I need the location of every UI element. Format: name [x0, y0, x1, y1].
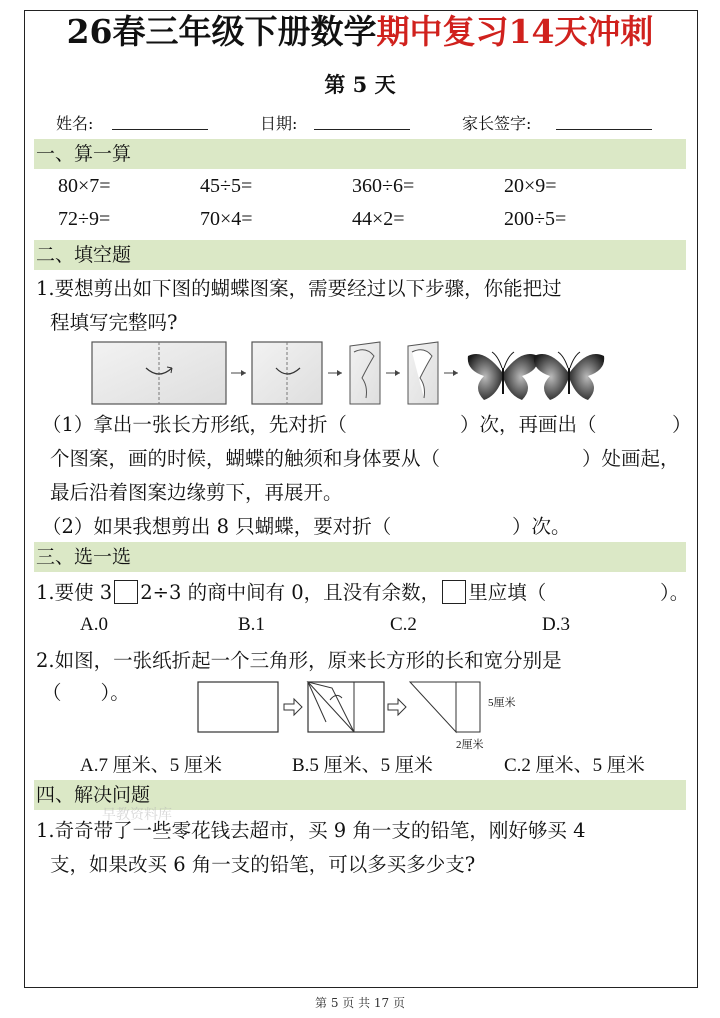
option-b[interactable]: B.5 厘米、5 厘米 [292, 755, 433, 776]
name-label: 姓名: [56, 114, 94, 133]
dimension-label-2cm: 2厘米 [456, 739, 484, 751]
parent-signature-label: 家长签字: [462, 114, 532, 133]
question-text: 1.要想剪出如下图的蝴蝶图案，需要经过以下步骤，你能把过 [36, 277, 562, 300]
fill-blank-text: ）次。 [512, 515, 571, 538]
question-text: 2.如图，一张纸折起一个三角形，原来长方形的长和宽分别是 [36, 649, 562, 672]
question-text: 2÷3 的商中间有 0，且没有余数， [140, 581, 441, 604]
page-footer: 第 5 页 共 17 页 [315, 996, 405, 1010]
dimension-label-5cm: 5厘米 [488, 697, 516, 709]
question-text: ）。 [660, 581, 690, 604]
section-1-heading: 一、算一算 [36, 143, 132, 165]
answer-box[interactable] [114, 580, 138, 604]
fill-blank-text: ）次，再画出（ [460, 413, 597, 436]
option-a[interactable]: A.0 [80, 614, 108, 635]
title-black: 26春三年级下册数学 [66, 12, 377, 51]
question-text: 1.要使 3 [36, 581, 113, 604]
section-3-heading: 三、选一选 [36, 546, 132, 568]
section-2-heading: 二、填空题 [36, 244, 132, 266]
date-label: 日期: [260, 114, 298, 133]
question-text: 程填写完整吗? [50, 311, 178, 334]
fill-blank-text: 最后沿着图案边缘剪下，再展开。 [50, 481, 343, 504]
parent-signature-field[interactable] [556, 129, 652, 130]
fill-blank-text: ）处画起， [582, 447, 680, 470]
fill-blank-text: ） [672, 413, 692, 436]
calc-item: 44×2= [352, 208, 405, 230]
option-d[interactable]: D.3 [542, 614, 570, 635]
name-field[interactable] [112, 129, 208, 130]
calc-item: 20×9= [504, 175, 557, 197]
choice-question [36, 578, 546, 608]
answer-box[interactable] [442, 580, 466, 604]
option-a[interactable]: A.7 厘米、5 厘米 [80, 755, 222, 776]
section-4-heading: 四、解决问题 [36, 784, 151, 806]
option-c[interactable]: C.2 [390, 614, 417, 635]
butterfly-icon [468, 352, 538, 400]
section-bar-2 [34, 240, 686, 270]
day-label: 第 5 天 [324, 72, 396, 97]
calc-item: 200÷5= [504, 208, 567, 230]
watermark: 早教资料库 [102, 807, 172, 823]
calc-item: 70×4= [200, 208, 253, 230]
calc-item: 72÷9= [58, 208, 111, 230]
fill-blank-text: （1）拿出一张长方形纸，先对折（ [42, 413, 347, 436]
question-text: 支，如果改买 6 角一支的铅笔，可以多买多少支? [50, 853, 476, 876]
butterfly-steps-figure [88, 338, 608, 408]
question-text: （ ）。 [42, 681, 130, 704]
calc-item: 360÷6= [352, 175, 415, 197]
fill-blank-text: （2）如果我想剪出 8 只蝴蝶，要对折（ [42, 515, 392, 538]
worksheet-title [0, 12, 720, 52]
fill-blank-text: 个图案，画的时候，蝴蝶的触须和身体要从（ [50, 447, 441, 470]
option-c[interactable]: C.2 厘米、5 厘米 [504, 755, 645, 776]
calc-item: 45÷5= [200, 175, 253, 197]
butterfly-icon [534, 352, 604, 400]
question-text: 1.奇奇带了一些零花钱去超市，买 9 角一支的铅笔，刚好够买 4 [36, 819, 586, 842]
section-bar-3 [34, 542, 686, 572]
calc-item: 80×7= [58, 175, 111, 197]
date-field[interactable] [314, 129, 410, 130]
option-b[interactable]: B.1 [238, 614, 265, 635]
question-text: 里应填（ [468, 581, 547, 604]
title-red: 期中复习14天冲刺 [376, 12, 654, 51]
section-bar-1 [34, 139, 686, 169]
